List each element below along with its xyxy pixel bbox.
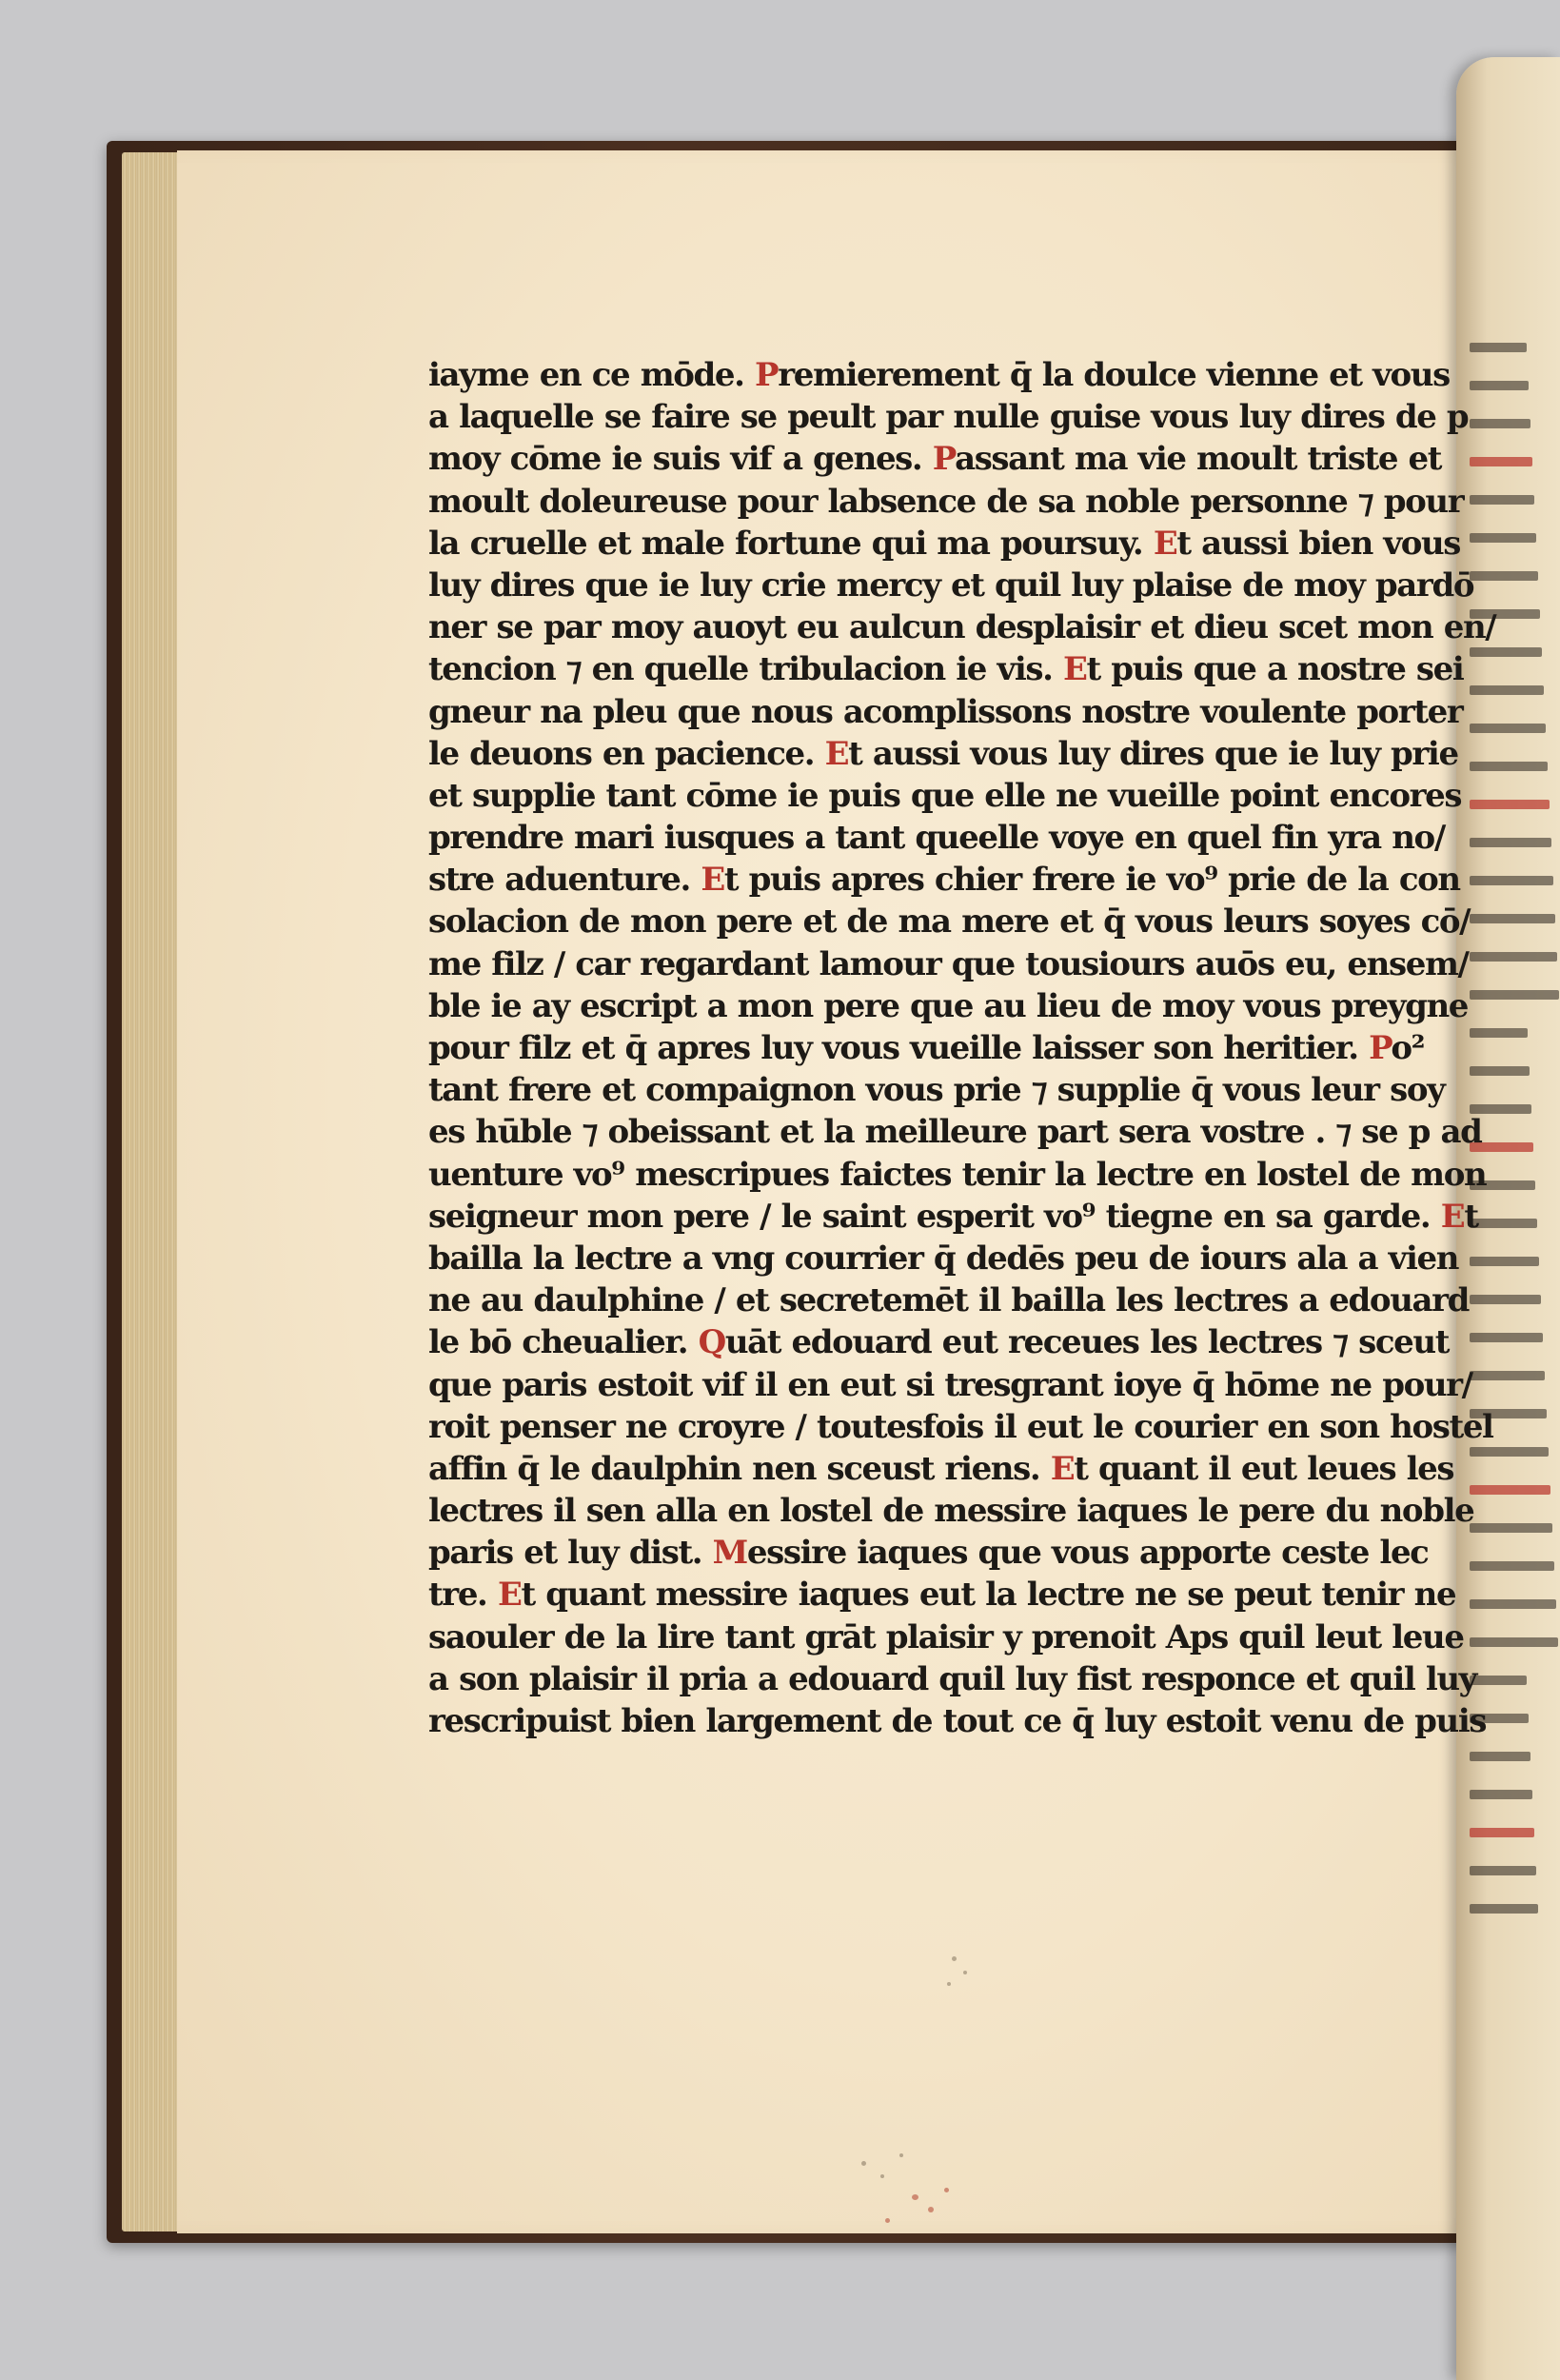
text-line — [428, 1700, 1487, 1742]
facing-text-stroke — [1470, 1371, 1545, 1380]
text-line — [428, 1279, 1470, 1321]
text-line — [428, 1658, 1477, 1700]
line-text: moult doleureuse pour labsence de sa noble personne ⁊ pour — [428, 482, 1464, 521]
facing-text-stroke — [1470, 1828, 1534, 1837]
facing-text-stroke — [1470, 1523, 1552, 1533]
line-text: saouler de la lire tant grāt plaisir y prenoit Aps quil leut leue — [428, 1617, 1464, 1656]
facing-text-stroke — [1470, 838, 1551, 847]
facing-text-stroke — [1470, 495, 1534, 505]
text-line — [428, 1111, 1482, 1153]
line-text: bailla la lectre a vng courrier q̄ dedēs peu de iours ala a vien — [428, 1239, 1459, 1278]
line-text: le bō cheualier. — [428, 1323, 699, 1362]
facing-text-stroke — [1470, 1676, 1527, 1685]
line-text: lectres il sen alla en lostel de messire iaques le pere du noble — [428, 1492, 1474, 1531]
text-line — [428, 1616, 1464, 1658]
line-text: gneur na pleu que nous acomplissons nostre voulente porter — [428, 692, 1463, 731]
text-line — [428, 396, 1469, 438]
line-text: le deuons en pacience. — [428, 734, 825, 773]
text-line — [428, 901, 1471, 942]
facing-text-stroke — [1470, 1599, 1556, 1609]
rubricated-initial: P — [1369, 1029, 1392, 1067]
rubricated-initial: E — [1153, 524, 1177, 563]
text-line — [428, 1574, 1456, 1616]
facing-text-stroke — [1470, 800, 1550, 809]
line-text: la cruelle et male fortune qui ma poursuy. — [428, 524, 1154, 563]
facing-text-stroke — [1470, 457, 1532, 466]
text-line — [428, 1069, 1445, 1111]
line-text: stre aduenture. — [428, 861, 701, 900]
ink-speck — [899, 2153, 903, 2157]
text-line — [428, 1490, 1474, 1532]
rubricated-initial: E — [1062, 650, 1087, 689]
text-line — [428, 1027, 1428, 1069]
text-block — [428, 354, 1496, 1742]
line-text: paris et luy dist. — [428, 1534, 713, 1573]
line-text: a son plaisir il pria a edouard quil luy fist responce et quil luy — [428, 1659, 1477, 1698]
red-stain — [885, 2218, 890, 2223]
text-line — [428, 1238, 1459, 1279]
line-text: t quant messire iaques eut la lectre ne se peut tenir ne — [521, 1576, 1456, 1615]
facing-text-stroke — [1470, 647, 1542, 657]
red-stain — [912, 2194, 918, 2200]
text-line — [428, 438, 1442, 480]
facing-text-stroke — [1470, 1752, 1530, 1761]
facing-text-stroke — [1470, 1447, 1549, 1457]
facing-text-stroke — [1470, 1257, 1539, 1266]
text-line — [428, 648, 1464, 690]
text-line — [428, 1154, 1487, 1196]
text-line — [428, 691, 1463, 733]
facing-text-stroke — [1470, 1219, 1537, 1228]
ink-speck — [963, 1971, 967, 1974]
text-line — [428, 1532, 1428, 1574]
line-text: seigneur mon pere / le saint esperit vo⁹ tiegne en sa garde. — [428, 1197, 1441, 1236]
rubricated-initial: M — [712, 1534, 747, 1573]
line-text: t — [1464, 1197, 1478, 1236]
facing-text-stroke — [1470, 1561, 1554, 1571]
facing-text-stroke — [1470, 1637, 1558, 1647]
facing-text-stroke — [1470, 571, 1538, 581]
line-text: essire iaques que vous apporte ceste lec — [746, 1534, 1429, 1573]
rubricated-initial: E — [497, 1576, 522, 1615]
rubricated-initial: P — [932, 440, 956, 479]
facing-text-stroke — [1470, 724, 1546, 733]
line-text: ble ie ay escript a mon pere que au lieu de moy vous preygne — [428, 986, 1469, 1025]
line-text: t aussi vous luy dires que ie luy prie — [848, 734, 1458, 773]
red-stain — [944, 2188, 949, 2192]
line-text: t quant il eut leues les — [1074, 1449, 1454, 1488]
line-text: ner se par moy auoyt eu aulcun desplaisir et dieu scet mon en/ — [428, 608, 1496, 647]
facing-text-stroke — [1470, 1028, 1528, 1038]
facing-text-stroke — [1470, 876, 1553, 885]
text-line — [428, 1364, 1472, 1406]
facing-text-stroke — [1470, 533, 1536, 543]
facing-text-stroke — [1470, 914, 1555, 923]
text-line — [428, 775, 1462, 817]
text-line — [428, 985, 1469, 1027]
line-text: me filz / car regardant lamour que tousiours auōs eu, ensem/ — [428, 944, 1469, 983]
facing-text-stroke — [1470, 1295, 1541, 1304]
ink-speck — [952, 1956, 957, 1961]
text-line — [428, 565, 1474, 606]
line-text: solacion de mon pere et de ma mere et q̄ vous leurs soyes cō/ — [428, 902, 1471, 942]
line-text: iayme en ce mōde. — [428, 356, 756, 394]
line-text: o² — [1391, 1029, 1425, 1067]
rubricated-initial: E — [1050, 1449, 1075, 1488]
line-text: tre. — [428, 1576, 498, 1615]
line-text: tant frere et compaignon vous prie ⁊ supplie q̄ vous leur soy — [428, 1071, 1445, 1110]
line-text: t aussi bien vous — [1176, 524, 1461, 563]
rubricated-initial: Q — [698, 1323, 725, 1362]
facing-text-stroke — [1470, 990, 1559, 1000]
facing-text-stroke — [1470, 1904, 1538, 1914]
facing-text-stroke — [1470, 685, 1544, 695]
line-text: rescripuist bien largement de tout ce q̄ luy estoit venu de puis — [428, 1702, 1487, 1740]
facing-text-stroke — [1470, 1485, 1550, 1495]
line-text: affin q̄ le daulphin nen sceust riens. — [428, 1449, 1051, 1488]
facing-text-stroke — [1470, 1066, 1530, 1076]
facing-text-stroke — [1470, 381, 1529, 390]
page-edges — [122, 152, 179, 2231]
text-line — [428, 354, 1450, 396]
ink-speck — [861, 2161, 866, 2166]
line-text: tencion ⁊ en quelle tribulacion ie vis. — [428, 650, 1063, 689]
facing-text-stroke — [1470, 1866, 1536, 1875]
line-text: a laquelle se faire se peult par nulle guise vous luy dires de p — [428, 398, 1469, 437]
text-line — [428, 1406, 1493, 1448]
line-text: que paris estoit vif il en eut si tresgrant ioye q̄ hōme ne pour/ — [428, 1365, 1472, 1404]
rubricated-initial: E — [701, 861, 724, 900]
ink-speck — [947, 1982, 951, 1986]
text-line — [428, 859, 1460, 901]
text-line — [428, 1321, 1450, 1363]
facing-text-stroke — [1470, 762, 1548, 771]
line-text: assant ma vie moult triste et — [955, 440, 1442, 479]
facing-text-stroke — [1470, 1790, 1532, 1799]
line-text: t puis apres chier frere ie vo⁹ prie de la con — [723, 861, 1460, 900]
text-line — [428, 481, 1464, 523]
facing-text-stroke — [1470, 1333, 1543, 1342]
ink-speck — [880, 2174, 884, 2178]
facing-text-stroke — [1470, 952, 1557, 962]
line-text: es hūble ⁊ obeissant et la meilleure part sera vostre . ⁊ se p ad — [428, 1113, 1482, 1152]
line-text: pour filz et q̄ apres luy vous vueille laisser son heritier. — [428, 1029, 1370, 1067]
text-line — [428, 1448, 1454, 1490]
line-text: roit penser ne croyre / toutesfois il eut le courier en son hostel — [428, 1407, 1493, 1446]
text-line — [428, 606, 1496, 648]
line-text: luy dires que ie luy crie mercy et quil luy plaise de moy pardō — [428, 565, 1474, 605]
text-line — [428, 943, 1469, 985]
line-text: uāt edouard eut receues les lectres ⁊ sceut — [724, 1323, 1450, 1362]
text-line — [428, 523, 1461, 565]
line-text: et supplie tant cōme ie puis que elle ne vueille point encores — [428, 776, 1462, 815]
line-text: ne au daulphine / et secretemēt il bailla les lectres a edouard — [428, 1281, 1470, 1320]
text-line — [428, 1196, 1478, 1238]
facing-text-stroke — [1470, 419, 1530, 428]
line-text: moy cōme ie suis vif a genes. — [428, 440, 933, 479]
rubricated-initial: P — [755, 356, 779, 394]
facing-text-stroke — [1470, 343, 1527, 352]
line-text: prendre mari iusques a tant queelle voye en quel fin yra no/ — [428, 819, 1445, 858]
text-line — [428, 733, 1458, 775]
red-stain — [928, 2207, 934, 2212]
text-line — [428, 817, 1445, 859]
rubricated-initial: E — [824, 734, 849, 773]
line-text: uenture vo⁹ mescripues faictes tenir la lectre en lostel de mon — [428, 1155, 1487, 1194]
line-text: remierement q̄ la doulce vienne et vous — [778, 356, 1450, 394]
line-text: t puis que a nostre sei — [1086, 650, 1464, 689]
rubricated-initial: E — [1440, 1197, 1465, 1236]
